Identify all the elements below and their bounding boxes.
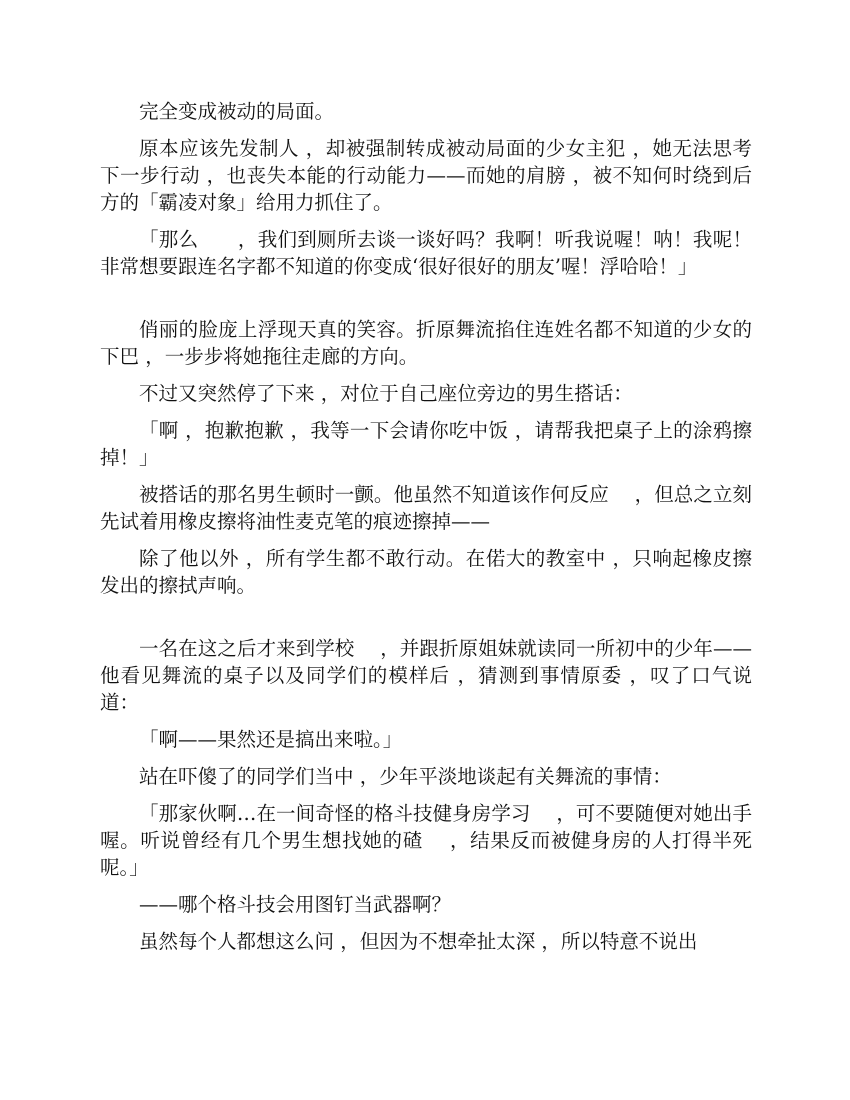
section-break [100, 599, 752, 635]
paragraph-spacer [100, 471, 752, 481]
paragraph-spacer [100, 407, 752, 417]
paragraph: ——哪个格斗技会用图钉当武器啊？ [139, 893, 452, 916]
paragraph: 除了他以外 ，所有学生都不敢行动。在偌大的教室中 ，只响起橡皮擦发出的擦拭声响。 [100, 547, 752, 597]
paragraph-spacer [100, 790, 752, 800]
paragraph: 被搭话的那名男生顿时一颤。他虽然不知道该作何反应 ，但总之立刻先试着用橡皮擦将油性麦克笔的痕迹擦掉—— [100, 483, 752, 533]
paragraph: 「那家伙啊…在一间奇怪的格斗技健身房学习 ，可不要随便对她出手喔。听说曾经有几个男生想找她的碴 ，结果反而被健身房的人打得半死呢。」 [100, 802, 752, 879]
paragraph: 「那么 ，我们到厕所去谈一谈好吗？我啊！听我说喔！呐！我呢！非常想要跟连名字都不知道的你变成‘很好很好的朋友’喔！浮哈哈！」 [100, 228, 752, 278]
paragraph: 俏丽的脸庞上浮现天真的笑容。折原舞流掐住连姓名都不知道的少女的下巴 ，一步步将她拖往走廊的方向。 [100, 318, 752, 368]
paragraph: 原本应该先发制人 ，却被强制转成被动局面的少女主犯 ，她无法思考下一步行动 ，也丧失本能的行动能力——而她的肩膀 ，被不知何时绕到后方的「霸凌对象」给用力抓住了。 [100, 137, 752, 214]
paragraph-spacer [100, 535, 752, 545]
paragraph: 「啊 ，抱歉抱歉 ，我等一下会请你吃中饭 ，请帮我把桌子上的涂鸦擦掉！」 [100, 419, 752, 469]
paragraph-spacer [100, 216, 752, 226]
paragraph: 「啊——果然还是搞出来啦。」 [139, 728, 403, 751]
paragraph: 站在吓傻了的同学们当中 ，少年平淡地谈起有关舞流的事情： [139, 765, 672, 788]
document-page [100, 98, 752, 955]
paragraph: 虽然每个人都想这么问 ，但因为不想牵扯太深 ，所以特意不说出 [139, 930, 698, 953]
paragraph-spacer [100, 125, 752, 135]
paragraph-spacer [100, 918, 752, 928]
paragraph-spacer [100, 370, 752, 380]
paragraph-spacer [100, 716, 752, 726]
paragraph: 一名在这之后才来到学校 ，并跟折原姐妹就读同一所初中的少年——他看见舞流的桌子以及同学们的模样后 ，猜测到事情原委 ，叹了口气说道： [100, 637, 752, 714]
paragraph-spacer [100, 753, 752, 763]
paragraph: 完全变成被动的局面。 [139, 100, 335, 123]
paragraph: 不过又突然停了下来 ，对位于自己座位旁边的男生搭话： [139, 382, 633, 405]
section-break [100, 280, 752, 316]
paragraph-spacer [100, 881, 752, 891]
